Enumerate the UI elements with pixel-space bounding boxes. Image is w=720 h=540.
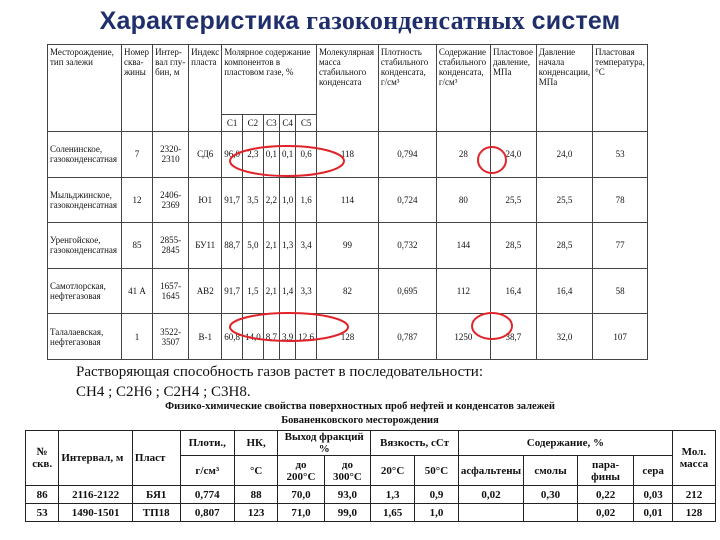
cell-c4: 1,4 xyxy=(279,268,295,314)
cell-c5: 3,3 xyxy=(296,268,317,314)
cell-paraffins: 0,02 xyxy=(577,504,633,522)
header-deposit: Месторождение, тип залежи xyxy=(48,45,122,132)
cell-c4: 1,0 xyxy=(279,177,295,223)
cell-temp: 77 xyxy=(593,223,648,269)
cell-content: 144 xyxy=(436,223,490,269)
cell-density: 0,695 xyxy=(378,268,436,314)
table2-caption-line-2: Бованенковского месторождения xyxy=(281,415,439,426)
cell-density: 0,807 xyxy=(180,504,235,522)
cell-index: БУ11 xyxy=(189,223,222,269)
cell-start-pressure: 32,0 xyxy=(536,314,592,360)
cell-layer: БЯ1 xyxy=(132,486,180,504)
title-word-1: Характеристика xyxy=(99,7,300,35)
cell-resins xyxy=(524,504,578,522)
cell-c3: 2,1 xyxy=(263,223,279,269)
cell-well: 1 xyxy=(121,314,152,360)
header-mol-mass: Мол. масса xyxy=(672,431,715,486)
header-content: Содержание стабильного конденсата, г/см³ xyxy=(436,45,490,132)
cell-start-pressure: 16,4 xyxy=(536,268,592,314)
cell-name: Соленинское, газоконденсатная xyxy=(48,132,122,178)
cell-mw: 118 xyxy=(316,132,378,178)
page-title xyxy=(0,6,720,36)
cell-well: 85 xyxy=(121,223,152,269)
cell-nk: 88 xyxy=(235,486,278,504)
cell-c1: 91,7 xyxy=(222,177,243,223)
cell-mw: 128 xyxy=(316,314,378,360)
cell-c4: 3,9 xyxy=(279,314,295,360)
cell-interval: 2320-2310 xyxy=(153,132,189,178)
header-index: Индекс пласта xyxy=(189,45,222,132)
cell-c5: 12,6 xyxy=(296,314,317,360)
cell-c1: 88,7 xyxy=(222,223,243,269)
cell-name: Талалаевская, нефтегазовая xyxy=(48,314,122,360)
cell-name: Мыльджинское, газоконденсатная xyxy=(48,177,122,223)
cell-density: 0,724 xyxy=(378,177,436,223)
cell-start-pressure: 25,5 xyxy=(536,177,592,223)
header-pressure: Пластовое давление, МПа xyxy=(490,45,536,132)
table-row xyxy=(48,132,648,178)
cell-nk: 123 xyxy=(235,504,278,522)
header-well: Номер сква-жины xyxy=(121,45,152,132)
cell-interval: 2406-2369 xyxy=(153,177,189,223)
cell-c1: 60,8 xyxy=(222,314,243,360)
cell-asphaltenes xyxy=(458,504,523,522)
note-line-2: CH4 ; C2H6 ; C2H4 ; C3H8. xyxy=(76,384,251,400)
cell-mol-mass: 128 xyxy=(672,504,715,522)
cell-start-pressure: 28,5 xyxy=(536,223,592,269)
note-line-1: Растворяющая способность газов растет в последовательности: xyxy=(76,364,483,380)
cell-density: 0,787 xyxy=(378,314,436,360)
cell-temp: 78 xyxy=(593,177,648,223)
cell-content: 1250 xyxy=(436,314,490,360)
header-molar: Молярное содержание компонентов в пластовом газе, % xyxy=(222,45,317,115)
cell-pressure: 25,5 xyxy=(490,177,536,223)
cell-c5: 3,4 xyxy=(296,223,317,269)
header-layer: Пласт xyxy=(132,431,180,486)
cell-mol-mass: 212 xyxy=(672,486,715,504)
header-nk: НК, xyxy=(235,431,278,456)
header-sulfur: сера xyxy=(634,456,673,486)
table-row xyxy=(26,486,716,504)
cell-yield-300: 93,0 xyxy=(324,486,370,504)
header-temp: Пластовая температура, °C xyxy=(593,45,648,132)
cell-visc-50: 0,9 xyxy=(415,486,459,504)
cell-name: Самотлорская, нефтегазовая xyxy=(48,268,122,314)
cell-visc-20: 1,3 xyxy=(371,486,415,504)
header-density: Плоти., xyxy=(180,431,235,456)
header-yield-200: до 200°С xyxy=(278,456,324,486)
header-asphaltenes: асфальтены xyxy=(458,456,523,486)
cell-density: 0,774 xyxy=(180,486,235,504)
cell-c2: 5,0 xyxy=(242,223,263,269)
header-well-no: № скв. xyxy=(26,431,59,486)
cell-mw: 82 xyxy=(316,268,378,314)
cell-yield-200: 70,0 xyxy=(278,486,324,504)
cell-c2: 1,5 xyxy=(242,268,263,314)
header-c3: C3 xyxy=(263,115,279,132)
header-c4: C4 xyxy=(279,115,295,132)
cell-index: СД6 xyxy=(189,132,222,178)
cell-density: 0,732 xyxy=(378,223,436,269)
oil-properties-table xyxy=(25,430,716,522)
cell-c3: 8,7 xyxy=(263,314,279,360)
header-interval: Интер-вал глу-бин, м xyxy=(153,45,189,132)
cell-sulfur: 0,01 xyxy=(634,504,673,522)
cell-c1: 96,0 xyxy=(222,132,243,178)
header-paraffins: пара-фины xyxy=(577,456,633,486)
cell-well: 41 А xyxy=(121,268,152,314)
header-viscosity: Вязкость, сСт xyxy=(371,431,459,456)
header-visc-20: 20°С xyxy=(371,456,415,486)
cell-interval: 2855-2845 xyxy=(153,223,189,269)
header-content: Содержание, % xyxy=(458,431,672,456)
cell-index: Ю1 xyxy=(189,177,222,223)
cell-c1: 91,7 xyxy=(222,268,243,314)
table2-caption-line-1: Физико-химические свойства поверхностных проб нефтей и конденсатов залежей xyxy=(165,401,555,412)
cell-name: Уренгойское, газоконденсатная xyxy=(48,223,122,269)
cell-c5: 1,6 xyxy=(296,177,317,223)
cell-yield-300: 99,0 xyxy=(324,504,370,522)
cell-c5: 0,6 xyxy=(296,132,317,178)
cell-c4: 1,3 xyxy=(279,223,295,269)
header-start-pressure: Давление начала конденсации, МПа xyxy=(536,45,592,132)
header-yield-300: до 300°С xyxy=(324,456,370,486)
cell-pressure: 38,7 xyxy=(490,314,536,360)
cell-content: 112 xyxy=(436,268,490,314)
cell-content: 28 xyxy=(436,132,490,178)
cell-mw: 99 xyxy=(316,223,378,269)
table-row xyxy=(48,314,648,360)
cell-interval: 1657-1645 xyxy=(153,268,189,314)
cell-start-pressure: 24,0 xyxy=(536,132,592,178)
cell-c2: 3,5 xyxy=(242,177,263,223)
cell-c4: 0,1 xyxy=(279,132,295,178)
cell-well: 12 xyxy=(121,177,152,223)
cell-resins: 0,30 xyxy=(524,486,578,504)
cell-visc-50: 1,0 xyxy=(415,504,459,522)
header-resins: смолы xyxy=(524,456,578,486)
cell-layer: ТП18 xyxy=(132,504,180,522)
header-interval: Интервал, м xyxy=(59,431,133,486)
header-c1: C1 xyxy=(222,115,243,132)
table-row xyxy=(48,223,648,269)
cell-mw: 114 xyxy=(316,177,378,223)
cell-pressure: 28,5 xyxy=(490,223,536,269)
cell-c2: 14,0 xyxy=(242,314,263,360)
table-row xyxy=(26,504,716,522)
header-mw: Молекулярная масса стабильного конденсата xyxy=(316,45,378,132)
cell-c3: 2,1 xyxy=(263,268,279,314)
cell-asphaltenes: 0,02 xyxy=(458,486,523,504)
cell-content: 80 xyxy=(436,177,490,223)
cell-sulfur: 0,03 xyxy=(634,486,673,504)
header-density-unit: г/см³ xyxy=(180,456,235,486)
title-word-3: систем xyxy=(531,7,621,35)
cell-interval: 1490-1501 xyxy=(59,504,133,522)
cell-c2: 2,3 xyxy=(242,132,263,178)
cell-interval: 3522-3507 xyxy=(153,314,189,360)
table-row xyxy=(48,177,648,223)
cell-density: 0,794 xyxy=(378,132,436,178)
cell-no: 86 xyxy=(26,486,59,504)
cell-index: АВ2 xyxy=(189,268,222,314)
cell-c3: 0,1 xyxy=(263,132,279,178)
cell-temp: 53 xyxy=(593,132,648,178)
gas-condensate-table xyxy=(47,44,648,360)
cell-index: В-1 xyxy=(189,314,222,360)
cell-no: 53 xyxy=(26,504,59,522)
title-word-2: газоконденсатных xyxy=(306,6,525,35)
table-row xyxy=(48,268,648,314)
cell-yield-200: 71,0 xyxy=(278,504,324,522)
header-yield: Выход фракций % xyxy=(278,431,371,456)
cell-interval: 2116-2122 xyxy=(59,486,133,504)
cell-temp: 107 xyxy=(593,314,648,360)
header-visc-50: 50°С xyxy=(415,456,459,486)
cell-visc-20: 1,65 xyxy=(371,504,415,522)
cell-temp: 58 xyxy=(593,268,648,314)
header-c2: C2 xyxy=(242,115,263,132)
header-c5: C5 xyxy=(296,115,317,132)
cell-pressure: 24,0 xyxy=(490,132,536,178)
cell-well: 7 xyxy=(121,132,152,178)
header-density: Плотность стабильного конденсата, г/см³ xyxy=(378,45,436,132)
header-nk-unit: °С xyxy=(235,456,278,486)
cell-c3: 2,2 xyxy=(263,177,279,223)
cell-pressure: 16,4 xyxy=(490,268,536,314)
cell-paraffins: 0,22 xyxy=(577,486,633,504)
